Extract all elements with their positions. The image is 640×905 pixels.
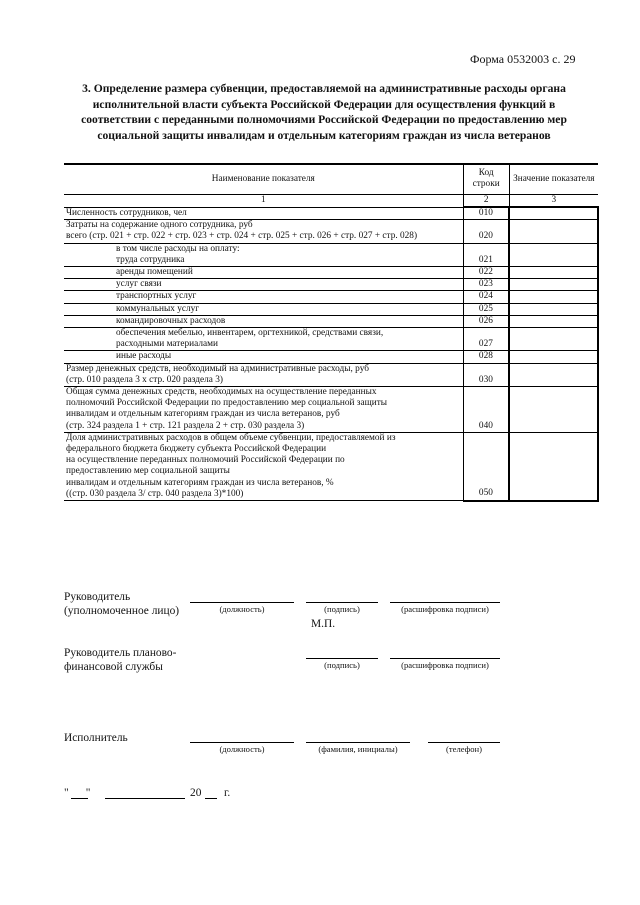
form-number: Форма 0532003 с. 29	[470, 52, 576, 66]
table-row	[64, 351, 598, 363]
finance-signature-caption: (подпись)	[324, 660, 360, 670]
col-number: 2	[463, 194, 509, 207]
table-row	[64, 387, 598, 433]
executor-position-line[interactable]	[190, 742, 294, 743]
date-year-suffix: г.	[224, 787, 231, 799]
title-line: соответствии с переданными полномочиями Российской Федерации по предоставлению мер	[81, 113, 567, 127]
row-label: иные расходы	[64, 351, 463, 363]
section-title	[64, 81, 584, 143]
date-month-line[interactable]	[105, 798, 185, 799]
row-label: Доля административных расходов в общем объеме субвенции, предоставляемой из федерального бюджета бюджету субъекта Российской Федерации на осуществление переданных полномочий Российской Федерации по предоставлению мер социальной защиты инвалидам и отдельным категориям граждан из числа ветеранов, % ((стр. 030 раздела 3/ стр. 040 раздела 3)*100)	[64, 432, 463, 500]
row-value-cell[interactable]	[509, 303, 598, 315]
decoding-caption: (расшифровка подписи)	[401, 604, 489, 614]
row-code: 027	[463, 328, 509, 351]
row-value-cell[interactable]	[509, 363, 598, 386]
table-row	[64, 207, 598, 220]
row-value-cell[interactable]	[509, 387, 598, 433]
table-row	[64, 432, 598, 500]
table-row	[64, 303, 598, 315]
date-year-prefix: 20	[190, 787, 202, 799]
row-label: командировочных расходов	[64, 315, 463, 327]
executor-phone-caption: (телефон)	[446, 744, 482, 754]
signature-caption: (подпись)	[324, 604, 360, 614]
date-quote: " "	[64, 787, 91, 799]
table-row	[64, 315, 598, 327]
row-value-cell[interactable]	[509, 267, 598, 279]
row-label: Затраты на содержание одного сотрудника, руб всего (стр. 021 + стр. 022 + стр. 023 + стр. 024 + стр. 025 + стр. 026 + стр. 027 + стр. 028)	[64, 220, 463, 243]
row-label: аренды помещений	[64, 267, 463, 279]
title-line: 3. Определение размера субвенции, предоставляемой на административные расходы органа	[82, 82, 566, 95]
row-code: 030	[463, 363, 509, 386]
header-code: Код строки	[463, 164, 509, 194]
finance-decoding-caption: (расшифровка подписи)	[401, 660, 489, 670]
executor-fio-line[interactable]	[306, 742, 410, 743]
table-row	[64, 267, 598, 279]
header-name: Наименование показателя	[64, 164, 463, 194]
row-value-cell[interactable]	[509, 207, 598, 220]
row-code: 028	[463, 351, 509, 363]
row-label: Размер денежных средств, необходимый на административные расходы, руб (стр. 010 раздела 3 х стр. 020 раздела 3)	[64, 363, 463, 386]
row-value-cell[interactable]	[509, 328, 598, 351]
col-number: 1	[64, 194, 463, 207]
row-value-cell[interactable]	[509, 351, 598, 363]
stamp-label: М.П.	[311, 618, 336, 630]
executor-position-caption: (должность)	[219, 744, 265, 754]
row-label: обеспечения мебелью, инвентарем, оргтехникой, средствами связи, расходными материалами	[64, 328, 463, 351]
header-value: Значение показателя	[509, 164, 598, 194]
row-value-cell[interactable]	[509, 279, 598, 291]
table-row	[64, 291, 598, 303]
date-year-line[interactable]	[205, 798, 217, 799]
row-label: услуг связи	[64, 279, 463, 291]
table-row	[64, 279, 598, 291]
executor-label: Исполнитель	[64, 732, 128, 744]
row-code: 010	[463, 207, 509, 220]
indicators-table	[64, 163, 599, 502]
row-value-cell[interactable]	[509, 432, 598, 500]
row-code: 021	[463, 243, 509, 266]
date-day-line[interactable]	[71, 798, 88, 799]
title-line: исполнительной власти субъекта Российской Федерации для осуществления функций в	[92, 97, 556, 111]
table-row	[64, 220, 598, 243]
row-label: коммунальных услуг	[64, 303, 463, 315]
executor-phone-line[interactable]	[428, 742, 500, 743]
row-code: 050	[463, 432, 509, 500]
table-row	[64, 328, 598, 351]
row-label: Численность сотрудников, чел	[64, 207, 463, 220]
row-label: Общая сумма денежных средств, необходимых на осуществление переданных полномочий Российской Федерации по предоставлению мер социальной защиты инвалидам и отдельным категориям граждан из числа ветеранов, руб (стр. 324 раздела 1 + стр. 121 раздела 2 + стр. 030 раздела 3)	[64, 387, 463, 433]
row-value-cell[interactable]	[509, 220, 598, 243]
position-caption: (должность)	[219, 604, 265, 614]
finance-label: Руководитель планово- финансовой службы	[64, 647, 177, 673]
row-code: 022	[463, 267, 509, 279]
row-label: транспортных услуг	[64, 291, 463, 303]
executor-fio-caption: (фамилия, инициалы)	[318, 744, 398, 754]
position-line[interactable]	[190, 602, 294, 603]
row-value-cell[interactable]	[509, 315, 598, 327]
table-row	[64, 363, 598, 386]
col-number: 3	[509, 194, 598, 207]
row-code: 026	[463, 315, 509, 327]
finance-decoding-line[interactable]	[390, 658, 500, 659]
row-code: 025	[463, 303, 509, 315]
signature-line[interactable]	[306, 602, 378, 603]
row-code: 024	[463, 291, 509, 303]
table-row	[64, 243, 598, 266]
row-code: 020	[463, 220, 509, 243]
head-label: Руководитель (уполномоченное лицо)	[64, 591, 180, 617]
row-code: 040	[463, 387, 509, 433]
decoding-line[interactable]	[390, 602, 500, 603]
row-label: в том числе расходы на оплату: труда сотрудника	[64, 243, 463, 266]
title-line: социальной защиты инвалидам и отдельным категориям граждан из числа ветеранов	[97, 128, 551, 142]
finance-signature-line[interactable]	[306, 658, 378, 659]
row-code: 023	[463, 279, 509, 291]
row-value-cell[interactable]	[509, 291, 598, 303]
row-value-cell[interactable]	[509, 243, 598, 266]
